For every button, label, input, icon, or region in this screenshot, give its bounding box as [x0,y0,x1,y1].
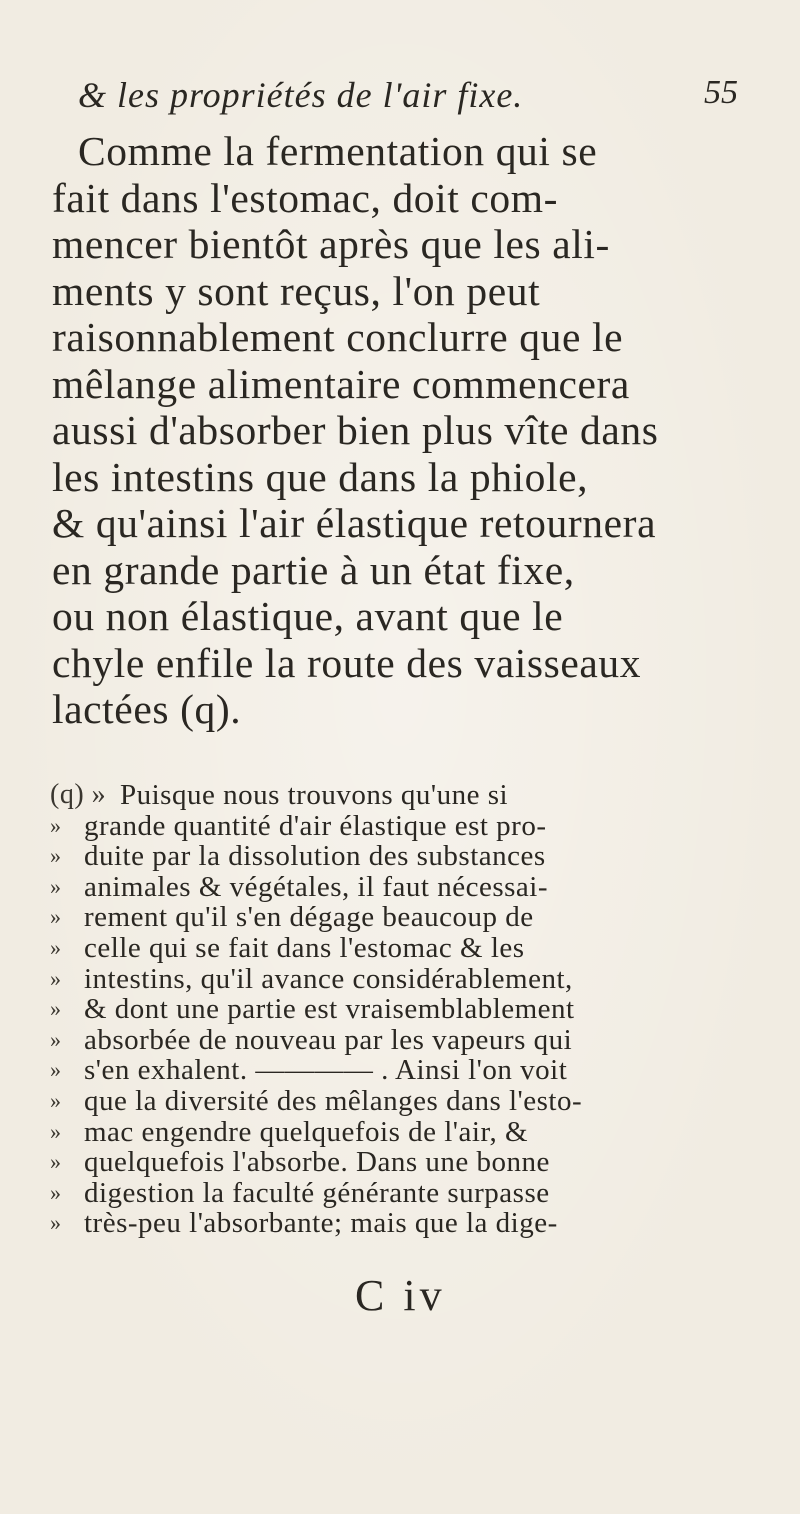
body-line: & qu'ainsi l'air élastique retournera [52,500,657,546]
body-line: en grande partie à un état fixe, [52,546,575,593]
footnote-line-text: quelquefois l'absorbe. Dans une bonne [84,1146,550,1179]
footnote-line-text: duite par la dissolution des substances [84,840,546,873]
footnote-line [50,1208,750,1239]
body-line: chyle enfile la route des vaisseaux [52,639,642,686]
body-line: ou non élastique, avant que le [52,593,564,639]
body-line: lactées (q). [52,686,242,732]
footnote-line [50,1025,750,1056]
footnote-line [50,1055,750,1086]
footnote-quote-mark: » [50,1026,62,1052]
footnote-quote-mark: » [50,812,62,838]
running-head-title: & les propriétés de l'air fixe. [78,75,524,115]
footnote-line [50,1117,750,1148]
body-line: raisonnablement conclurre que le [52,314,624,360]
footnote-quote-mark: » [50,965,62,991]
footnote-line-text: Puisque nous trouvons qu'une si [120,779,509,811]
footnote-line [50,780,750,811]
footnote [50,780,750,1239]
footnote-line-text: absorbée de nouveau par les vapeurs qui [84,1023,573,1056]
footnote-quote-mark: » [50,873,62,899]
footnote-line [50,902,750,933]
signature-mark: C iv [355,1271,446,1320]
body-line: aussi d'absorber bien plus vîte dans [52,407,659,453]
footnote-quote-mark: (q) » [50,779,107,810]
footnote-quote-mark: » [50,1118,62,1144]
footnote-line [50,994,750,1025]
footnote-quote-mark: » [50,1087,62,1113]
footnote-line [50,841,750,872]
footnote-line-text: animales & végétales, il faut nécessai- [84,870,548,903]
footnote-line-text: digestion la faculté générante surpasse [84,1176,550,1209]
main-paragraph [52,128,742,733]
footnote-line-text: très-peu l'absorbante; mais que la dige- [84,1207,558,1240]
footnote-line-text: grande quantité d'air élastique est pro- [84,809,547,842]
footnote-line-text: celle qui se fait dans l'estomac & les [84,931,525,964]
body-line: mencer bientôt après que les ali- [52,221,610,267]
footnote-line [50,872,750,903]
footnote-quote-mark: » [50,1149,62,1175]
footnote-quote-mark: » [50,996,62,1022]
body-line: fait dans l'estomac, doit com- [52,174,559,221]
footnote-quote-mark: » [50,1210,62,1236]
footnote-quote-mark: » [50,1057,62,1083]
running-head [78,70,738,120]
body-line: les intestins que dans la phiole, [52,453,589,500]
footnote-line-text: mac engendre quelquefois de l'air, & [84,1115,529,1148]
footnote-line-text: & dont une partie est vraisemblablement [84,993,575,1026]
footnote-line-text: s'en exhalent. ———— . Ainsi l'on voit [84,1054,568,1087]
footnote-line [50,1086,750,1117]
footnote-quote-mark: » [50,843,62,869]
body-line: ments y sont reçus, l'on peut [52,267,541,314]
footnote-line [50,933,750,964]
footnote-quote-mark: » [50,904,62,930]
footnote-line [50,964,750,995]
body-line: Comme la fermentation qui se [78,128,598,174]
footnote-line-text: intestins, qu'il avance considérablement, [84,962,573,995]
footnote-quote-mark: » [50,934,62,960]
footnote-line [50,811,750,842]
body-line: mêlange alimentaire commencera [52,360,630,407]
page-number: 55 [704,74,738,111]
footnote-line-text: rement qu'il s'en dégage beaucoup de [84,901,534,934]
footnote-line [50,1147,750,1178]
footnote-quote-mark: » [50,1179,62,1205]
footnote-line-text: que la diversité des mêlanges dans l'esto- [84,1084,583,1117]
footnote-line [50,1178,750,1209]
